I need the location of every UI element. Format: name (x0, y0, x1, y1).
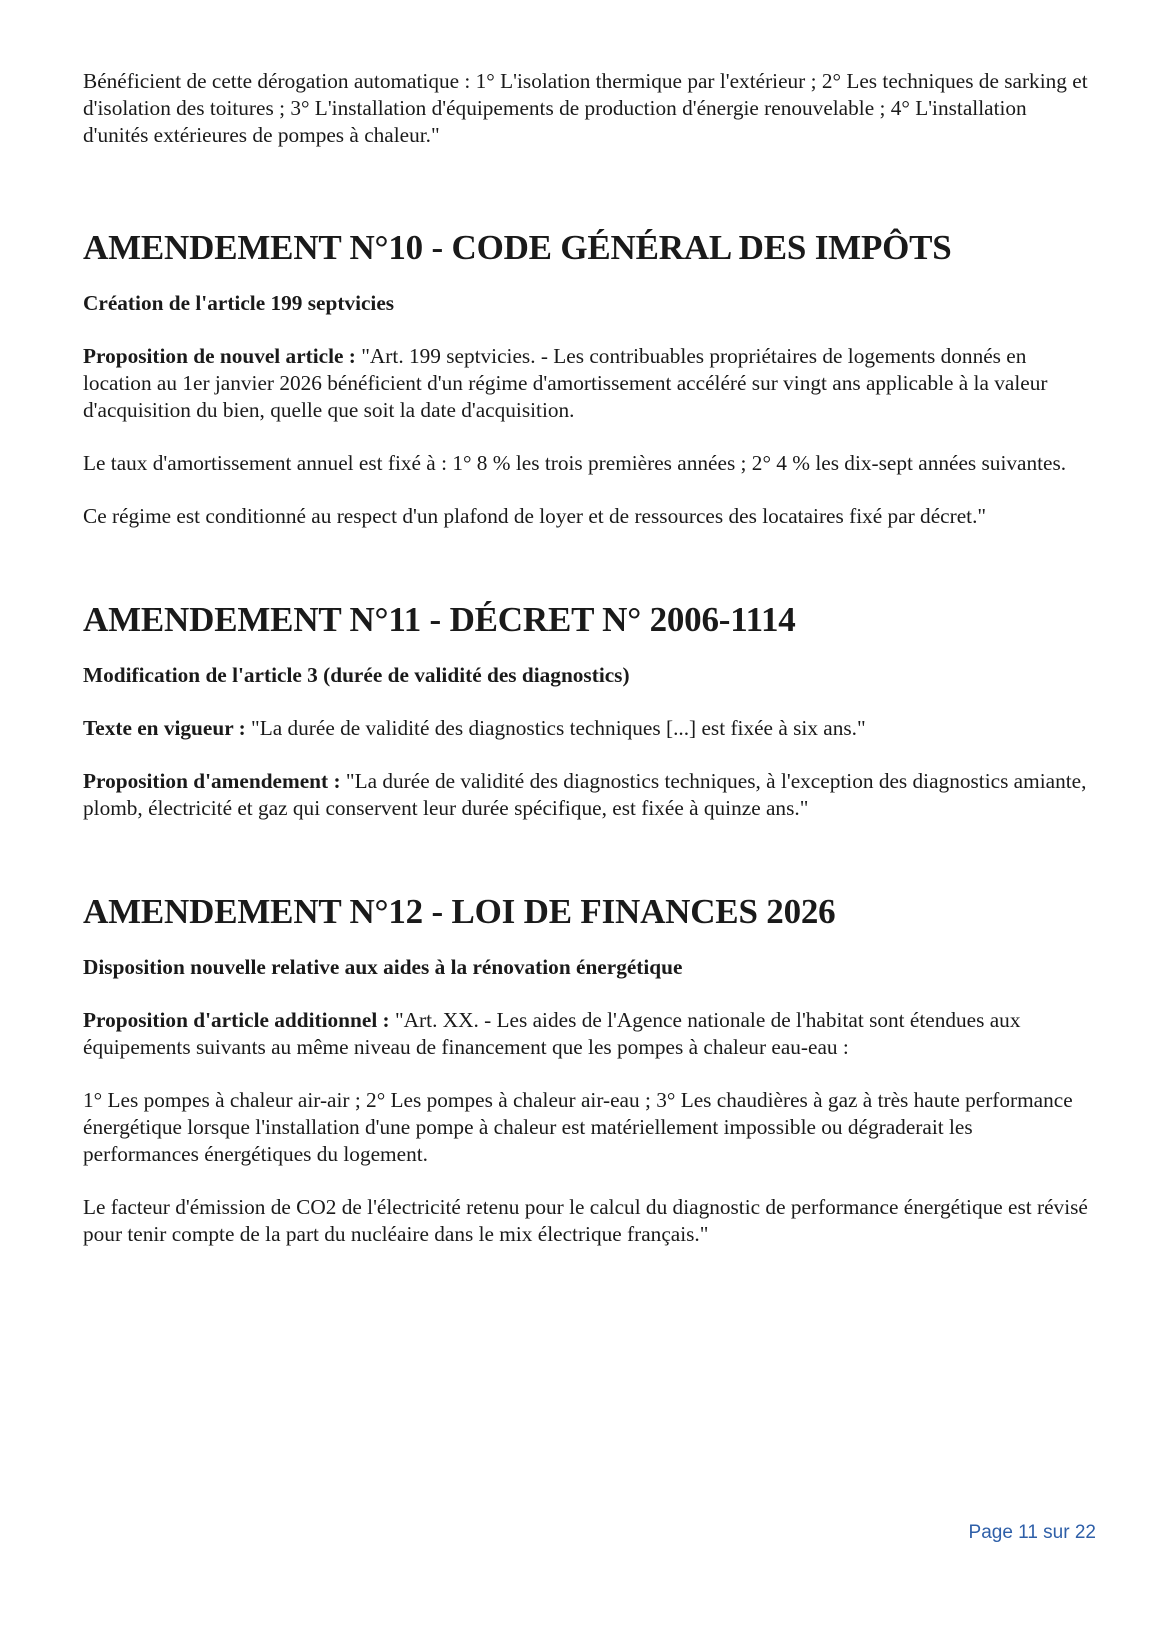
amendment-10-subtitle: Création de l'article 199 septvicies (83, 291, 395, 315)
amendment-12-subtitle: Disposition nouvelle relative aux aides à la rénovation énergétique (83, 955, 683, 979)
amendment-11-current-label: Texte en vigueur : (83, 716, 246, 740)
amendment-10-condition-paragraph: Ce régime est conditionné au respect d'un plafond de loyer et de ressources des locataires fixé par décret." (83, 504, 987, 528)
amendment-10-title: AMENDEMENT N°10 - CODE GÉNÉRAL DES IMPÔTS (83, 228, 952, 267)
amendment-10-rate-paragraph: Le taux d'amortissement annuel est fixé à : 1° 8 % les trois premières années ; 2° 4 % les dix-sept années suivantes. (83, 451, 1067, 475)
intro-paragraph: Bénéficient de cette dérogation automatique : 1° L'isolation thermique par l'extérieur ; 2° Les techniques de sarking et d'isolation des toitures ; 3° L'installation d'équipements de production d'énergie renouvelable ; 4° L'installation d'unités extérieures de pompes à chaleur." (83, 69, 1088, 147)
amendment-12-title: AMENDEMENT N°12 - LOI DE FINANCES 2026 (83, 892, 836, 931)
page-number: Page 11 sur 22 (968, 1522, 1096, 1543)
amendment-11-current-text (83, 715, 1093, 742)
amendment-12-emission-paragraph: Le facteur d'émission de CO2 de l'électricité retenu pour le calcul du diagnostic de performance énergétique est révisé pour tenir compte de la part du nucléaire dans le mix électrique français." (83, 1195, 1088, 1246)
document-page (83, 68, 1093, 1248)
amendment-10-proposal (83, 343, 1093, 424)
amendment-11-proposal (83, 768, 1093, 822)
amendment-12-proposal-label: Proposition d'article additionnel : (83, 1008, 390, 1032)
amendment-11-current-content: "La durée de validité des diagnostics techniques [...] est fixée à six ans." (245, 716, 866, 740)
amendment-12-equipment-list: 1° Les pompes à chaleur air-air ; 2° Les pompes à chaleur air-eau ; 3° Les chaudières à gaz à très haute performance énergétique lorsque l'installation d'une pompe à chaleur est matériellement impossible ou dégraderait les performances énergétiques du logement. (83, 1088, 1073, 1166)
amendment-11-subtitle: Modification de l'article 3 (durée de validité des diagnostics) (83, 663, 630, 687)
amendment-10-proposal-label: Proposition de nouvel article : (83, 344, 356, 368)
amendment-12-proposal-text: "Art. XX. - Les aides de l'Agence nationale de l'habitat sont étendues aux équipements suivants au même niveau de financement que les pompes à chaleur eau-eau : (83, 1008, 1021, 1059)
amendment-12-proposal (83, 1007, 1093, 1061)
amendment-11-proposal-text: "La durée de validité des diagnostics techniques, à l'exception des diagnostics amiante, plomb, électricité et gaz qui conservent leur durée spécifique, est fixée à quinze ans." (83, 769, 1087, 820)
amendment-11-title: AMENDEMENT N°11 - DÉCRET N° 2006-1114 (83, 600, 796, 639)
amendment-10-proposal-text: "Art. 199 septvicies. - Les contribuables propriétaires de logements donnés en location au 1er janvier 2026 bénéficient d'un régime d'amortissement accéléré sur vingt ans applicable à la valeur d'acquisition du bien, quelle que soit la date d'acquisition. (83, 344, 1048, 422)
amendment-11-proposal-label: Proposition d'amendement : (83, 769, 341, 793)
